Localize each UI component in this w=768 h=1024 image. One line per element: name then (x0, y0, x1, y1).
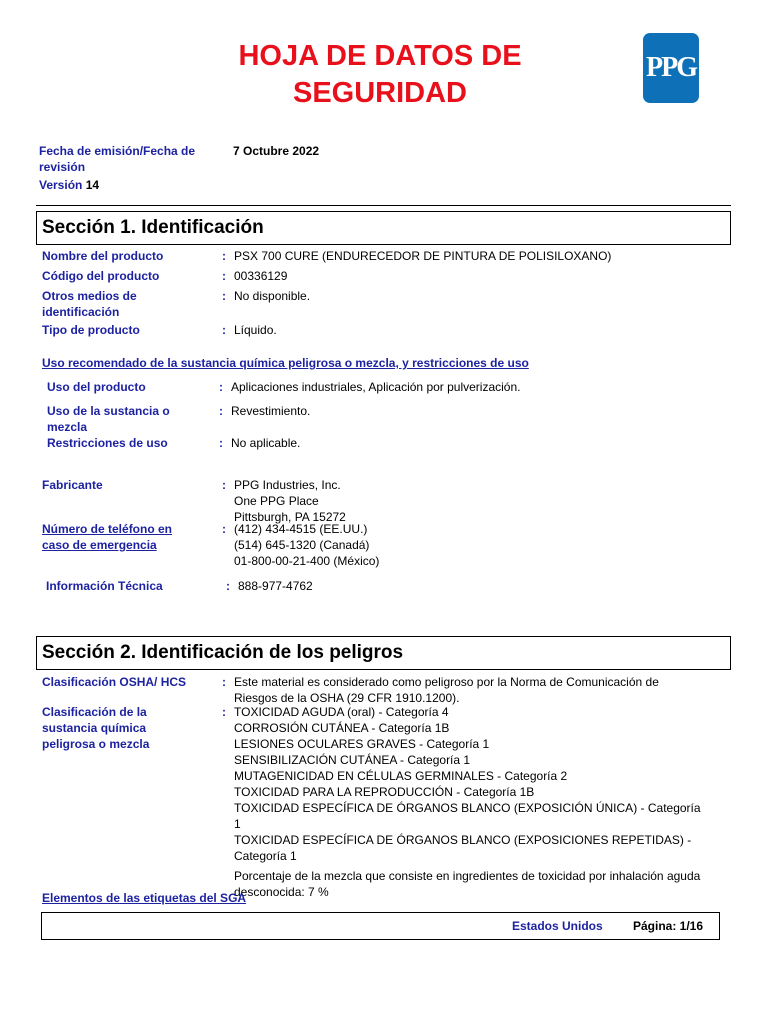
colon: : (226, 579, 230, 593)
hazard-item: CORROSIÓN CUTÁNEA - Categoría 1B (234, 721, 450, 735)
other-identification-label-line2: identificación (42, 305, 120, 319)
hazard-item: TOXICIDAD ESPECÍFICA DE ÓRGANOS BLANCO (EXPOSICIONES REPETIDAS) - (234, 833, 692, 847)
logo-text: PPG (646, 52, 696, 83)
colon: : (219, 404, 223, 418)
manufacturer-line: PPG Industries, Inc. (234, 478, 341, 492)
other-identification-label (42, 288, 137, 320)
colon: : (222, 269, 226, 283)
emergency-phone-line: 01-800-00-21-400 (México) (234, 554, 380, 568)
manufacturer-line: One PPG Place (234, 494, 319, 508)
colon: : (222, 289, 226, 303)
product-use-label: Uso del producto (47, 380, 146, 394)
colon: : (222, 323, 226, 337)
footer-page-number: Página: 1/16 (633, 919, 704, 933)
product-name-label: Nombre del producto (42, 249, 164, 263)
hazard-classification-label-line: sustancia química (42, 721, 147, 735)
emergency-phone-line: (412) 434-4515 (EE.UU.) (234, 522, 368, 536)
emergency-phone-values (234, 521, 379, 569)
issue-date-label-line2: revisión (39, 160, 86, 174)
emergency-phone-label-line2: caso de emergencia (42, 538, 157, 552)
version-value: 14 (85, 178, 100, 192)
manufacturer-line: Pittsburgh, PA 15272 (234, 510, 346, 524)
emergency-phone-label-line1: Número de teléfono en (42, 522, 173, 536)
title-line-2: SEGURIDAD (292, 77, 467, 109)
toxicity-note-line: desconocida: 7 % (234, 885, 329, 899)
product-code-label: Código del producto (42, 269, 160, 283)
hazard-item: TOXICIDAD PARA LA REPRODUCCIÓN - Categoría 1B (234, 785, 535, 799)
colon: : (222, 522, 226, 536)
other-identification-label-line1: Otros medios de (42, 289, 137, 303)
issue-date-label (39, 143, 195, 175)
toxicity-note-line: Porcentaje de la mezcla que consiste en ingredientes de toxicidad por inhalación aguda (234, 869, 701, 883)
hazard-item: TOXICIDAD ESPECÍFICA DE ÓRGANOS BLANCO (EXPOSICIÓN ÚNICA) - Categoría (234, 801, 701, 815)
ghs-label-elements-heading: Elementos de las etiquetas del SGA (42, 891, 247, 905)
colon: : (222, 478, 226, 492)
osha-line: Este material es considerado como peligroso por la Norma de Comunicación de (234, 675, 659, 689)
hazard-item: Categoría 1 (234, 849, 297, 863)
restrictions-value: No aplicable. (231, 436, 301, 450)
version-label: Versión (39, 178, 83, 192)
osha-classification-value (234, 674, 659, 706)
product-name-value: PSX 700 CURE (ENDURECEDOR DE PINTURA DE POLISILOXANO) (234, 249, 612, 263)
hazard-classification-list (234, 704, 701, 900)
substance-use-value: Revestimiento. (231, 404, 311, 418)
issue-date-label-line1: Fecha de emisión/Fecha de (39, 144, 196, 158)
hazard-classification-label-line: Clasificación de la (42, 705, 147, 719)
product-type-value: Líquido. (234, 323, 277, 337)
substance-use-label-line2: mezcla (47, 420, 88, 434)
section-2-heading: Sección 2. Identificación de los peligros (36, 636, 731, 670)
substance-use-label-line1: Uso de la sustancia o (47, 404, 170, 418)
osha-line: Riesgos de la OSHA (29 CFR 1910.1200). (234, 691, 460, 705)
emergency-phone-line: (514) 645-1320 (Canadá) (234, 538, 370, 552)
colon: : (219, 380, 223, 394)
hazard-classification-label (42, 704, 149, 752)
hazard-item: 1 (234, 817, 241, 831)
emergency-phone-label (42, 521, 172, 553)
product-type-label: Tipo de producto (42, 323, 140, 337)
footer-country: Estados Unidos (512, 919, 603, 933)
osha-classification-label: Clasificación OSHA/ HCS (42, 675, 187, 689)
colon: : (222, 249, 226, 263)
recommended-use-heading: Uso recomendado de la sustancia química peligrosa o mezcla, y restricciones de uso (42, 356, 529, 370)
ppg-logo (643, 33, 699, 103)
page-footer (41, 912, 720, 940)
other-identification-value: No disponible. (234, 289, 311, 303)
hazard-item: MUTAGENICIDAD EN CÉLULAS GERMINALES - Categoría 2 (234, 769, 568, 783)
hazard-item: TOXICIDAD AGUDA (oral) - Categoría 4 (234, 705, 449, 719)
technical-info-value: 888-977-4762 (238, 579, 313, 593)
hazard-item: LESIONES OCULARES GRAVES - Categoría 1 (234, 737, 490, 751)
product-use-value: Aplicaciones industriales, Aplicación por pulverización. (231, 380, 521, 394)
title-line-1: HOJA DE DATOS DE (238, 40, 522, 72)
manufacturer-label: Fabricante (42, 478, 103, 492)
version-line (39, 178, 99, 192)
colon: : (222, 705, 226, 719)
hazard-item: SENSIBILIZACIÓN CUTÁNEA - Categoría 1 (234, 753, 471, 767)
colon: : (222, 675, 226, 689)
manufacturer-address (234, 477, 346, 525)
document-title (150, 38, 610, 112)
colon: : (219, 436, 223, 450)
technical-info-label: Información Técnica (46, 579, 163, 593)
substance-use-label (47, 403, 170, 435)
restrictions-label: Restricciones de uso (47, 436, 168, 450)
issue-date-value: 7 Octubre 2022 (233, 144, 320, 158)
section-1-heading: Sección 1. Identificación (36, 211, 731, 245)
hazard-classification-label-line: peligrosa o mezcla (42, 737, 150, 751)
product-code-value: 00336129 (234, 269, 288, 283)
section-divider (36, 205, 731, 206)
